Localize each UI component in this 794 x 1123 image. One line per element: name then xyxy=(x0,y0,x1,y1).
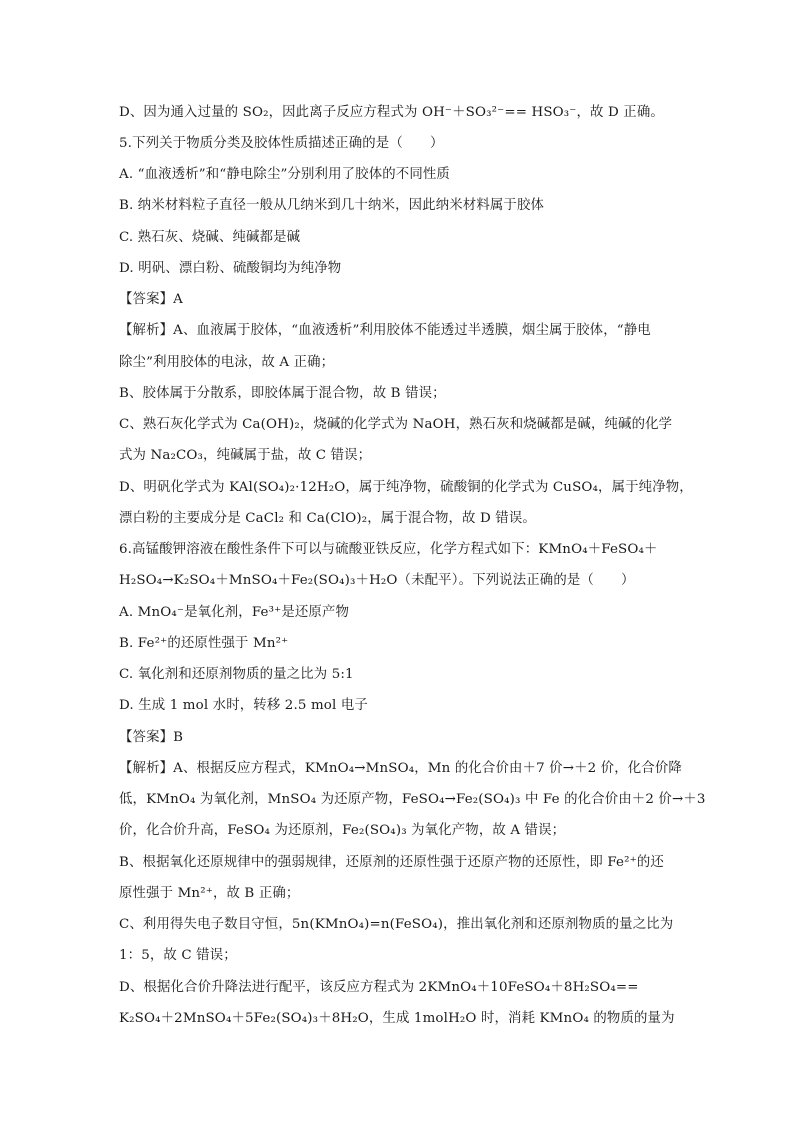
text-line: D、根据化合价升降法进行配平，该反应方程式为 2KMnO₄＋10FeSO₄＋8H₂SO₄== xyxy=(119,980,639,995)
text-line: 除尘”利用胶体的电泳，故 A 正确； xyxy=(119,355,335,370)
question-6-option-a: A. MnO₄⁻是氧化剂，Fe³⁺是还原产物 xyxy=(119,605,350,620)
text-line: 1：5，故 C 错误； xyxy=(119,948,237,963)
question-5-option-b: B. 纳米材料粒子直径一般从几纳米到几十纳米，因此纳米材料属于胶体 xyxy=(119,198,545,213)
question-5-answer: 【答案】A xyxy=(119,292,183,307)
question-6-analysis: 【解析】A、根据反应方程式，KMnO₄→MnSO₄，Mn 的化合价由＋7 价→＋2 价，化合价降 xyxy=(119,761,682,776)
question-6-option-b: B. Fe²⁺的还原性强于 Mn²⁺ xyxy=(119,636,289,651)
text-line: C、利用得失电子数目守恒，5n(KMnO₄)=n(FeSO₄)，推出氧化剂和还原剂物质的量之比为 xyxy=(119,917,674,932)
text-line: 漂白粉的主要成分是 CaCl₂ 和 Ca(ClO)₂，属于混合物，故 D 错误。 xyxy=(119,511,536,526)
text-line: H₂SO₄→K₂SO₄＋MnSO₄＋Fe₂(SO₄)₃＋H₂O（未配平）。下列说法正确的是（ ） xyxy=(119,573,635,588)
question-6-option-d: D. 生成 1 mol 水时，转移 2.5 mol 电子 xyxy=(119,698,368,713)
question-5-option-a: A. “血液透析”和“静电除尘”分别利用了胶体的不同性质 xyxy=(119,167,450,182)
text-line: D、因为通入过量的 SO₂，因此离子反应方程式为 OH⁻＋SO₃²⁻== HSO₃⁻，故 D 正确。 xyxy=(119,105,664,120)
question-5-option-c: C. 熟石灰、烧碱、纯碱都是碱 xyxy=(119,230,301,245)
question-5-option-d: D. 明矾、漂白粉、硫酸铜均为纯净物 xyxy=(119,261,342,276)
question-5-analysis: 【解析】A、血液属于胶体，“血液透析”利用胶体不能透过半透膜，烟尘属于胶体，“静电 xyxy=(119,323,651,338)
text-line: 价，化合价升高，FeSO₄ 为还原剂，Fe₂(SO₄)₃ 为氧化产物，故 A 错误； xyxy=(119,823,566,838)
question-6-answer: 【答案】B xyxy=(119,730,184,745)
text-line: 低，KMnO₄ 为氧化剂，MnSO₄ 为还原产物，FeSO₄→Fe₂(SO₄)₃ 中 Fe 的化合价由＋2 价→＋3 xyxy=(119,792,706,807)
text-line: K₂SO₄＋2MnSO₄＋5Fe₂(SO₄)₃＋8H₂O，生成 1molH₂O 时，消耗 KMnO₄ 的物质的量为 xyxy=(119,1011,675,1026)
text-line: C、熟石灰化学式为 Ca(OH)₂，烧碱的化学式为 NaOH，熟石灰和烧碱都是碱，纯碱的化学 xyxy=(119,417,673,432)
text-line: B、根据氧化还原规律中的强弱规律，还原剂的还原性强于还原产物的还原性，即 Fe²⁺的还 xyxy=(119,855,664,870)
question-6-option-c: C. 氧化剂和还原剂物质的量之比为 5:1 xyxy=(119,667,354,682)
question-5-stem: 5.下列关于物质分类及胶体性质描述正确的是（ ） xyxy=(119,136,444,151)
question-6-stem: 6.高锰酸钾溶液在酸性条件下可以与硫酸亚铁反应，化学方程式如下：KMnO₄＋FeSO₄＋ xyxy=(119,542,658,557)
text-line: 式为 Na₂CO₃，纯碱属于盐，故 C 错误； xyxy=(119,448,372,463)
text-line: B、胶体属于分散系，即胶体属于混合物，故 B 错误； xyxy=(119,386,446,401)
text-line: 原性强于 Mn²⁺，故 B 正确； xyxy=(119,886,300,901)
text-line: D、明矾化学式为 KAl(SO₄)₂·12H₂O，属于纯净物，硫酸铜的化学式为 CuSO₄，属于纯净物， xyxy=(119,480,693,495)
